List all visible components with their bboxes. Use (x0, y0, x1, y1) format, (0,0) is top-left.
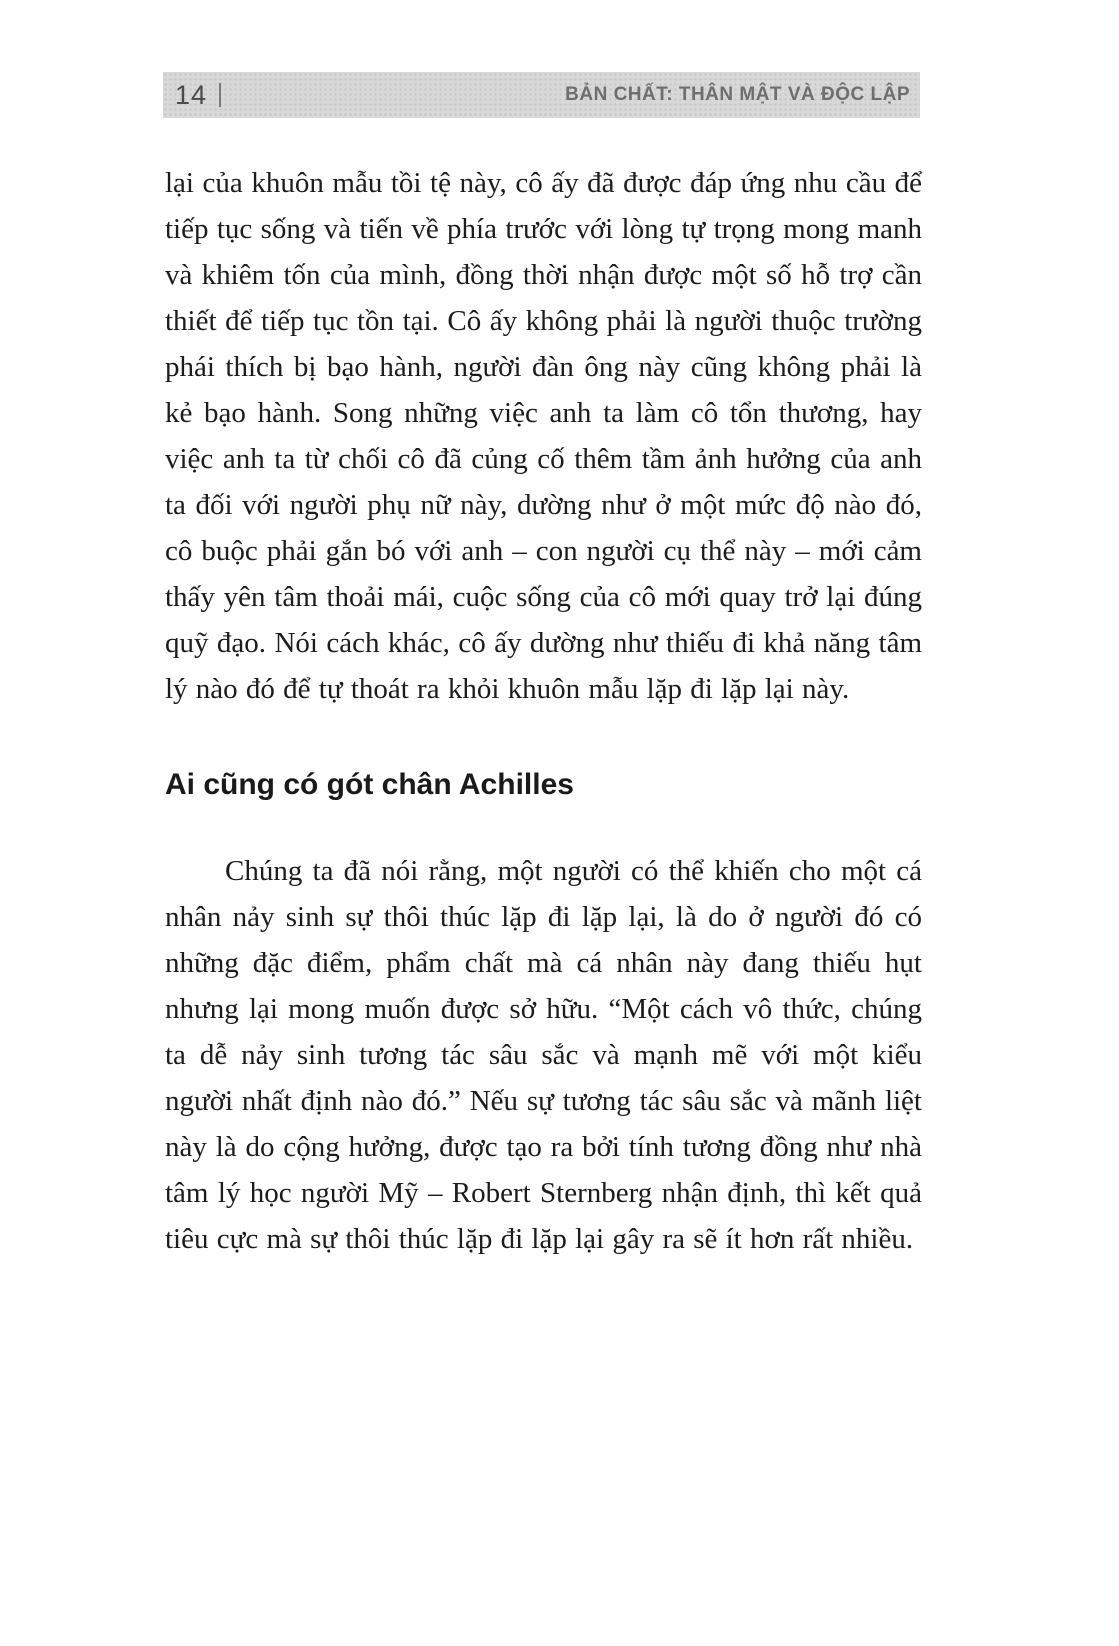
page-header-band (163, 72, 920, 118)
header-divider (219, 83, 221, 107)
page-number: 14 (175, 79, 208, 110)
running-header-title: BẢN CHẤT: THÂN MẬT VÀ ĐỘC LẬP (565, 84, 910, 105)
paragraph: Chúng ta đã nói rằng, một người có thể khiến cho một cá nhân nảy sinh sự thôi thúc lặp đi lặp lại, là do ở người đó có những đặc điểm, phẩm chất mà cá nhân này đang thiếu hụt nhưng lại mong muốn được sở hữu. “Một cách vô thức, chúng ta dễ nảy sinh tương tác sâu sắc và mạnh mẽ với một kiểu người nhất định nào đó.” Nếu sự tương tác sâu sắc và mãnh liệt này là do cộng hưởng, được tạo ra bởi tính tương đồng như nhà tâm lý học người Mỹ – Robert Sternberg nhận định, thì kết quả tiêu cực mà sự thôi thúc lặp đi lặp lại gây ra sẽ ít hơn rất nhiều. (165, 855, 922, 1255)
body-text-column (165, 160, 922, 1262)
header-left (175, 80, 221, 111)
paragraph-continuation: lại của khuôn mẫu tồi tệ này, cô ấy đã được đáp ứng nhu cầu để tiếp tục sống và tiến về phía trước với lòng tự trọng mong manh và khiêm tốn của mình, đồng thời nhận được một số hỗ trợ cần thiết để tiếp tục tồn tại. Cô ấy không phải là người thuộc trường phái thích bị bạo hành, người đàn ông này cũng không phải là kẻ bạo hành. Song những việc anh ta làm cô tổn thương, hay việc anh ta từ chối cô đã củng cố thêm tầm ảnh hưởng của anh ta đối với người phụ nữ này, dường như ở một mức độ nào đó, cô buộc phải gắn bó với anh – con người cụ thể này – mới cảm thấy yên tâm thoải mái, cuộc sống của cô mới quay trở lại đúng quỹ đạo. Nói cách khác, cô ấy dường như thiếu đi khả năng tâm lý nào đó để tự thoát ra khỏi khuôn mẫu lặp đi lặp lại này. (165, 167, 922, 705)
section-heading: Ai cũng có gót chân Achilles (165, 768, 574, 801)
